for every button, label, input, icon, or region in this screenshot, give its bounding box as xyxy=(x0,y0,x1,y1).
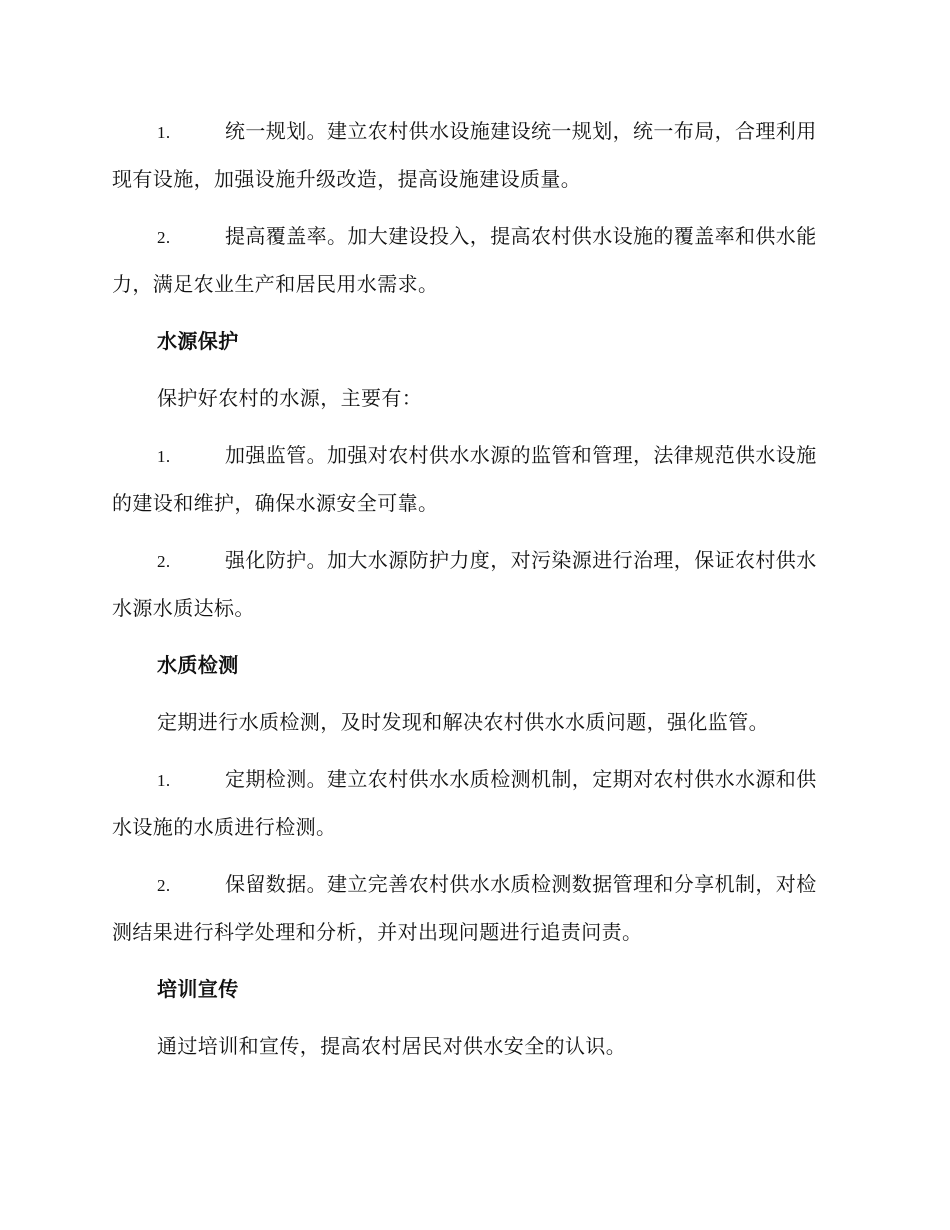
list-item xyxy=(112,432,834,526)
list-item xyxy=(112,108,834,202)
list-item xyxy=(112,861,834,955)
paragraph: 通过培训和宣传，提高农村居民对供水安全的认识。 xyxy=(157,1034,627,1058)
section-heading: 水源保护 xyxy=(157,329,239,353)
list-text: 加强监管。加强对农村供水水源的监管和管理，法律规范供水设施的建设和维护，确保水源安全可靠。 xyxy=(112,443,817,515)
list-item xyxy=(112,213,834,307)
list-number: 1. xyxy=(157,771,171,790)
list-text: 定期检测。建立农村供水水质检测机制，定期对农村供水水源和供水设施的水质进行检测。 xyxy=(112,767,817,839)
list-number: 2. xyxy=(157,552,171,571)
list-text: 强化防护。加大水源防护力度，对污染源进行治理，保证农村供水水源水质达标。 xyxy=(112,548,817,620)
section-heading: 水质检测 xyxy=(157,653,239,677)
list-item xyxy=(112,756,834,850)
paragraph: 定期进行水质检测，及时发现和解决农村供水水质问题，强化监管。 xyxy=(157,710,769,734)
paragraph: 保护好农村的水源，主要有： xyxy=(157,386,423,410)
list-number: 2. xyxy=(157,228,171,247)
list-text: 统一规划。建立农村供水设施建设统一规划，统一布局，合理利用现有设施，加强设施升级改造，提高设施建设质量。 xyxy=(112,119,817,191)
list-number: 1. xyxy=(157,123,171,142)
list-text: 保留数据。建立完善农村供水水质检测数据管理和分享机制，对检测结果进行科学处理和分析，并对出现问题进行追责问责。 xyxy=(112,872,817,944)
list-text: 提高覆盖率。加大建设投入，提高农村供水设施的覆盖率和供水能力，满足农业生产和居民用水需求。 xyxy=(112,224,817,296)
list-item xyxy=(112,537,834,631)
list-number: 2. xyxy=(157,876,171,895)
list-number: 1. xyxy=(157,447,171,466)
section-heading: 培训宣传 xyxy=(157,977,239,1001)
document-body xyxy=(112,108,834,1080)
